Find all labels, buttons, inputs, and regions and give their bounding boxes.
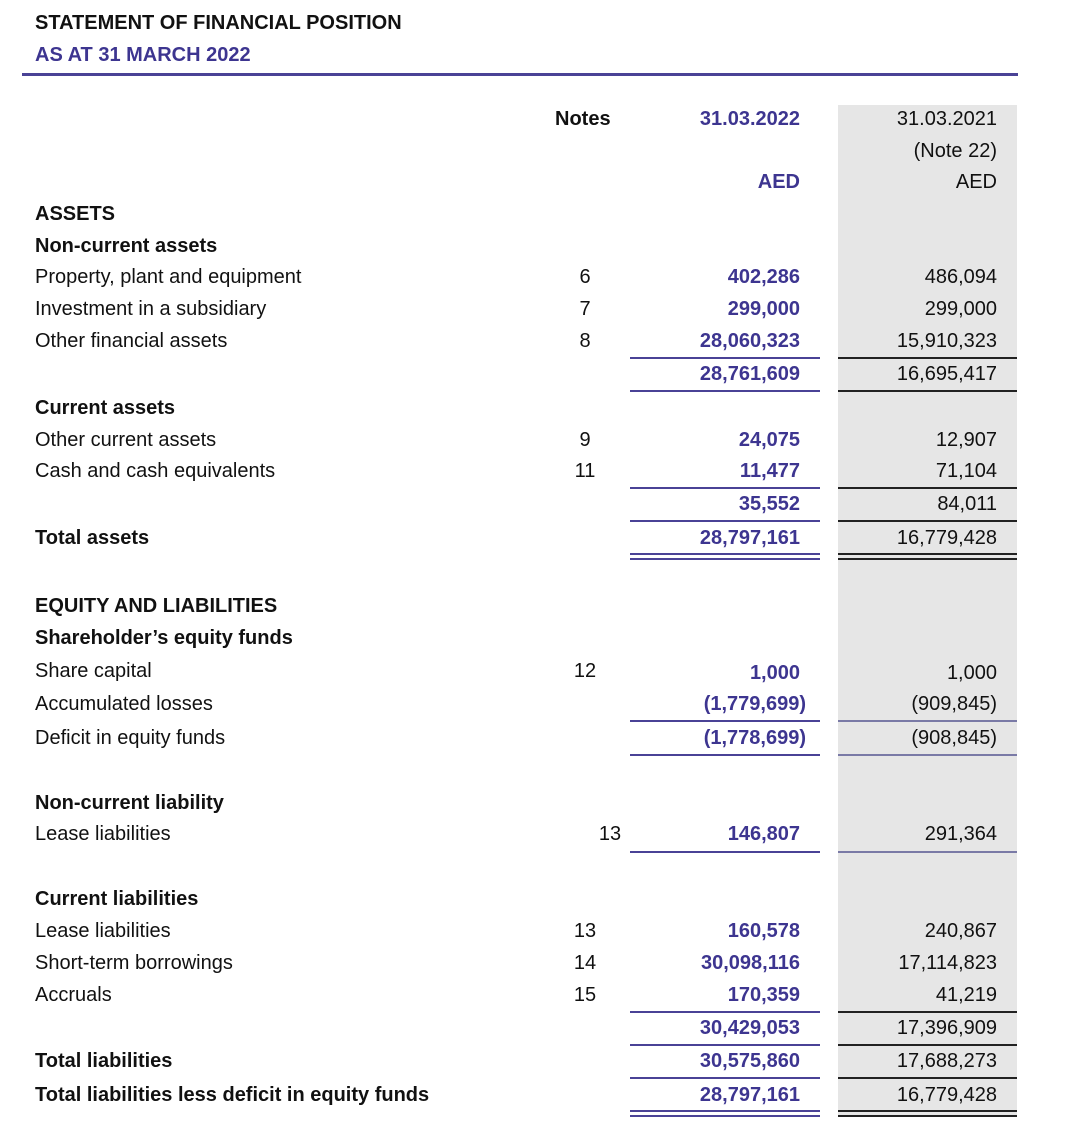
- current-assets-heading: Current assets: [35, 397, 176, 419]
- acc-losses-prior: (909,845): [911, 693, 997, 715]
- double-rule: [838, 553, 1017, 555]
- rule: [838, 520, 1017, 522]
- assets-heading: ASSETS: [35, 203, 116, 225]
- non-current-liability-heading: Non-current liability: [35, 792, 224, 814]
- oca-current: 24,075: [738, 429, 800, 451]
- lease-c-current: 160,578: [727, 920, 800, 942]
- rule: [838, 390, 1017, 392]
- share-capital-note: 12: [573, 660, 597, 682]
- current-year-header: 31.03.2022: [699, 108, 800, 130]
- ofa-label: Other financial assets: [35, 330, 228, 352]
- oca-note: 9: [579, 429, 591, 451]
- borrowings-prior: 17,114,823: [898, 952, 997, 974]
- oca-label: Other current assets: [35, 429, 217, 451]
- rule: [630, 357, 820, 359]
- acc-losses-current: (1,779,699): [703, 693, 806, 715]
- accruals-label: Accruals: [35, 984, 112, 1006]
- nca-total-current: 28,761,609: [699, 363, 800, 385]
- share-capital-label: Share capital: [35, 660, 152, 682]
- rule: [838, 357, 1017, 359]
- double-rule: [838, 1115, 1017, 1117]
- ofa-prior: 15,910,323: [896, 330, 997, 352]
- subsidiary-label: Investment in a subsidiary: [35, 298, 267, 320]
- rule: [630, 487, 820, 489]
- borrowings-current: 30,098,116: [701, 952, 800, 974]
- total-assets-current: 28,797,161: [699, 527, 800, 549]
- ppe-label: Property, plant and equipment: [35, 266, 302, 288]
- share-capital-prior: 1,000: [946, 662, 997, 684]
- total-liab-less-deficit-prior: 16,779,428: [896, 1084, 997, 1106]
- total-assets-prior: 16,779,428: [896, 527, 997, 549]
- total-liabilities-prior: 17,688,273: [896, 1050, 997, 1072]
- non-current-assets-heading: Non-current assets: [35, 235, 218, 257]
- share-capital-current: 1,000: [749, 662, 800, 684]
- double-rule: [630, 1115, 820, 1117]
- rule: [630, 754, 820, 756]
- oca-prior: 12,907: [935, 429, 997, 451]
- lease-nc-label: Lease liabilities: [35, 823, 171, 845]
- total-assets-label: Total assets: [35, 527, 150, 549]
- cl-total-prior: 17,396,909: [896, 1017, 997, 1039]
- lease-nc-current: 146,807: [727, 823, 800, 845]
- prior-year-note: (Note 22): [913, 140, 997, 162]
- statement-date: AS AT 31 MARCH 2022: [35, 44, 251, 66]
- ofa-current: 28,060,323: [699, 330, 800, 352]
- lease-nc-note: 13: [598, 823, 622, 845]
- cash-note: 11: [574, 460, 596, 482]
- total-liab-less-deficit-current: 28,797,161: [699, 1084, 800, 1106]
- borrowings-label: Short-term borrowings: [35, 952, 233, 974]
- deficit-prior: (908,845): [911, 727, 997, 749]
- lease-c-label: Lease liabilities: [35, 920, 171, 942]
- cash-label: Cash and cash equivalents: [35, 460, 276, 482]
- current-liabilities-heading: Current liabilities: [35, 888, 199, 910]
- cl-total-current: 30,429,053: [699, 1017, 800, 1039]
- rule: [630, 1011, 820, 1013]
- rule: [838, 1044, 1017, 1046]
- subsidiary-current: 299,000: [727, 298, 800, 320]
- double-rule: [838, 1110, 1017, 1112]
- subsidiary-note: 7: [579, 298, 591, 320]
- deficit-current: (1,778,699): [703, 727, 806, 749]
- rule: [630, 1044, 820, 1046]
- total-liabilities-current: 30,575,860: [699, 1050, 800, 1072]
- cash-prior: 71,104: [935, 460, 997, 482]
- rule: [838, 754, 1017, 756]
- equity-liabilities-heading: EQUITY AND LIABILITIES: [35, 595, 278, 617]
- ppe-prior: 486,094: [924, 266, 997, 288]
- rule: [838, 1011, 1017, 1013]
- rule: [630, 851, 820, 853]
- ofa-note: 8: [579, 330, 591, 352]
- prior-currency-header: AED: [955, 171, 997, 193]
- rule: [630, 390, 820, 392]
- rule: [838, 851, 1017, 853]
- statement-title: STATEMENT OF FINANCIAL POSITION: [35, 12, 402, 34]
- notes-header: Notes: [555, 108, 611, 130]
- prior-year-header: 31.03.2021: [896, 108, 997, 130]
- deficit-label: Deficit in equity funds: [35, 727, 226, 749]
- rule: [838, 1077, 1017, 1079]
- ca-total-prior: 84,011: [937, 493, 997, 515]
- lease-c-prior: 240,867: [924, 920, 997, 942]
- current-currency-header: AED: [757, 171, 800, 193]
- double-rule: [630, 558, 820, 560]
- rule: [630, 1077, 820, 1079]
- double-rule: [630, 1110, 820, 1112]
- lease-c-note: 13: [573, 920, 597, 942]
- accruals-prior: 41,219: [935, 984, 997, 1006]
- rule: [630, 720, 820, 722]
- total-liab-less-deficit-label: Total liabilities less deficit in equity funds: [35, 1084, 430, 1106]
- subsidiary-prior: 299,000: [924, 298, 997, 320]
- ppe-note: 6: [579, 266, 591, 288]
- cash-current: 11,477: [739, 460, 800, 482]
- double-rule: [838, 558, 1017, 560]
- equity-funds-heading: Shareholder’s equity funds: [35, 627, 293, 649]
- rule: [630, 520, 820, 522]
- rule: [838, 487, 1017, 489]
- accruals-note: 15: [573, 984, 597, 1006]
- ca-total-current: 35,552: [738, 493, 800, 515]
- borrowings-note: 14: [573, 952, 597, 974]
- rule: [838, 720, 1017, 722]
- nca-total-prior: 16,695,417: [896, 363, 997, 385]
- acc-losses-label: Accumulated losses: [35, 693, 213, 715]
- header-divider: [22, 73, 1018, 76]
- ppe-current: 402,286: [727, 266, 800, 288]
- lease-nc-prior: 291,364: [924, 823, 997, 845]
- total-liabilities-label: Total liabilities: [35, 1050, 173, 1072]
- double-rule: [630, 553, 820, 555]
- accruals-current: 170,359: [727, 984, 800, 1006]
